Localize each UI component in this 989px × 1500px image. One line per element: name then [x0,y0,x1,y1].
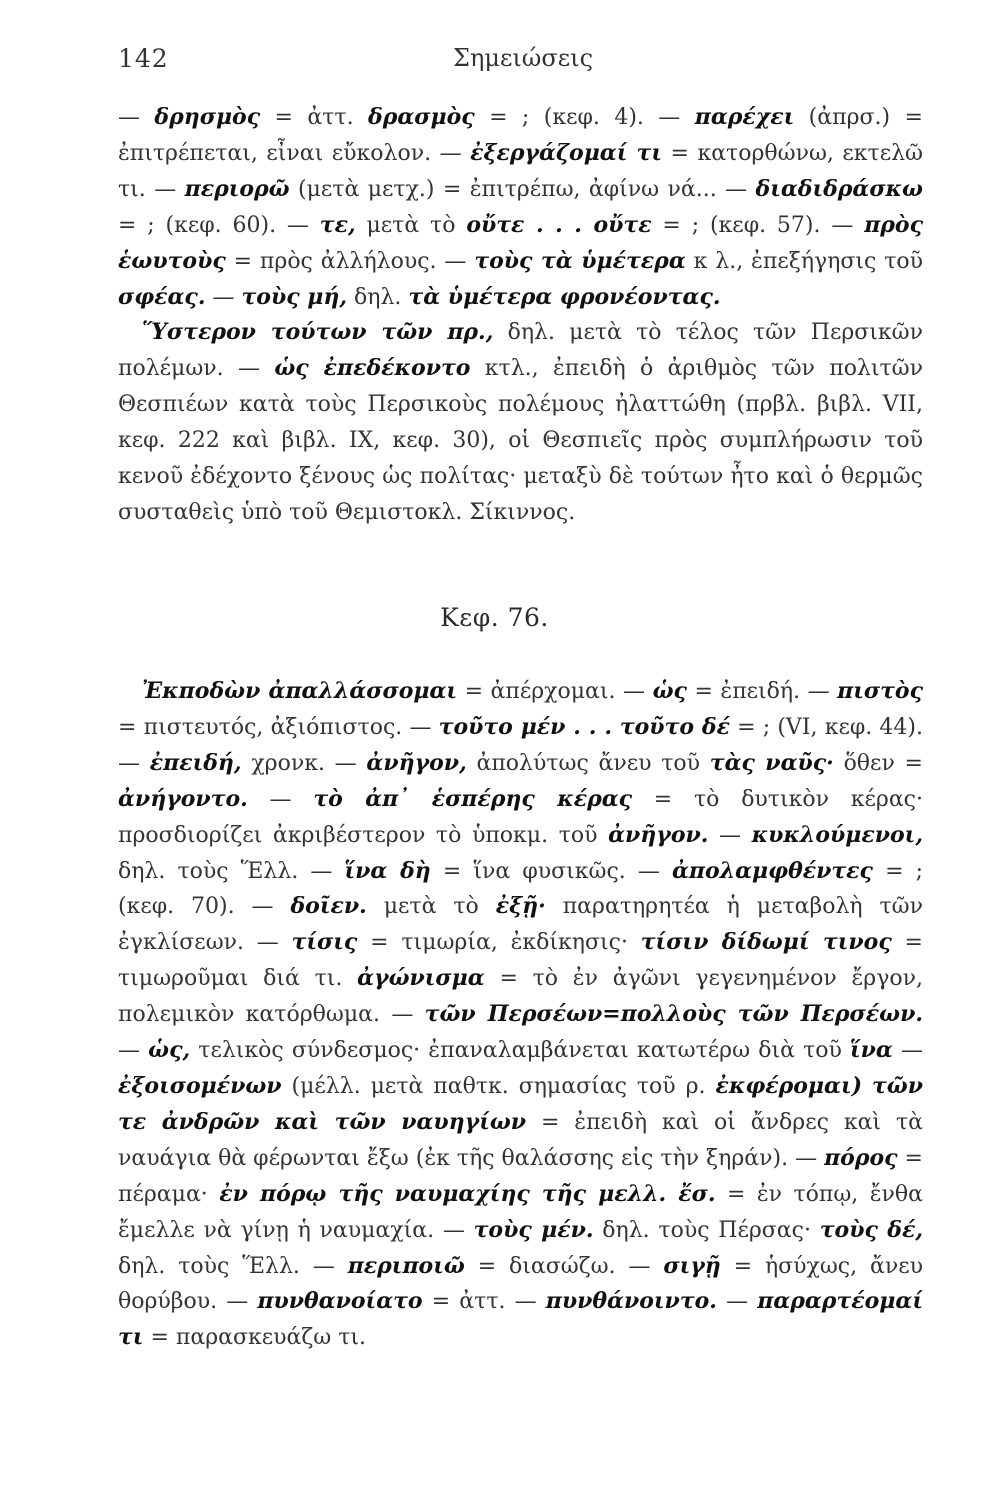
gloss-text: = τιμωρία, ἐκδίκησις· [357,930,641,956]
gloss-text: δηλ. [347,284,409,310]
gloss-text: ἀπολύτως ἄνευ τοῦ [466,750,710,776]
note-paragraph [118,315,923,530]
lemma-term: τε, [319,211,356,238]
gloss-text: = πρὸς ἀλλήλους. — [225,248,475,274]
lemma-term: τοὺς μέν. [473,1216,594,1243]
lemma-term: πυνθανοίατο [257,1288,423,1315]
lemma-term: τοὺς τὰ ὑμέτερα [474,247,686,274]
lemma-term: Ἐκποδὼν ἀπαλλάσσομαι [142,678,458,704]
gloss-text: (ἀπρσ.) = ἐπιτρέπεται, εἶναι εὔκολον. — [118,105,923,166]
lemma-term: σφέας. [118,283,206,310]
gloss-text: = ἀττ. — [422,1289,546,1315]
lemma-term: ἐπειδή, [149,749,242,776]
gloss-text: = ; (κεφ. 70). — [118,858,924,920]
lemma-term: πυνθάνοιντο. [545,1288,717,1315]
gloss-text: μετὰ τὸ [366,894,496,920]
gloss-text: = ἐπειδὴ καὶ οἱ ἄνδρες καὶ τὰ ναυάγια θὰ φέρωνται ἔξω (ἐκ τῆς θαλάσσης εἰς τὴν ξηράν). — [118,1109,923,1171]
gloss-text: (μέλλ. μετὰ παθτκ. σημασίας τοῦ ρ. [281,1073,716,1099]
lemma-term: Ὕστερον τούτων τῶν πρ., [142,319,494,346]
lemma-term: τὰς ναῦς· [709,749,834,776]
lemma-term: ἵνα δὴ [344,857,431,884]
lemma-term: ἀγώνισμα [357,965,485,992]
gloss-text: = ; (VI, κεφ. 44). — [118,714,923,776]
gloss-text: — [205,284,242,310]
gloss-text: — [716,1289,758,1315]
lemma-term: πρὸς ἑωυτοὺς [118,211,924,274]
gloss-text: = παρασκευάζω τι. [143,1325,367,1351]
notes-block-chapter-75 [118,100,923,531]
lemma-term: ἀνῆγον, [366,749,467,776]
gloss-text: δηλ. τοὺς Πέρσας· [593,1217,820,1243]
lemma-term: ἐξεργάζομαί τι [470,139,662,166]
gloss-text: — [892,1038,923,1064]
lemma-term: δοῖεν. [290,893,367,920]
lemma-term: τῶν Περσέων=πολλοὺς τῶν Περσέων. [424,1001,923,1028]
lemma-term: παραρτέομαί τι [118,1288,923,1351]
gloss-text: = διασώζω. — [464,1253,664,1279]
gloss-text: κ λ., ἐπεξήγησις τοῦ [685,248,923,274]
lemma-term: ἐξῇ· [495,893,546,920]
gloss-text: = ἐν τόπῳ, ἔνθα ἔμελλε νὰ γίνῃ ἡ ναυμαχία. — [118,1181,924,1243]
gloss-text: = ἵνα φυσικῶς. — [430,858,672,884]
lemma-term: τίσιν δίδωμί τινος [640,929,892,956]
gloss-text: = πέραμα· [118,1145,923,1207]
gloss-text: = τιμωροῦμαι διά τι. [118,930,923,992]
gloss-text: — [118,105,155,130]
lemma-term: ὡς [652,678,687,704]
running-title: Σημειώσεις [453,44,594,72]
gloss-text: δηλ. τοὺς Ἕλλ. — [118,858,345,884]
lemma-term: πιστὸς [837,678,923,704]
lemma-term: ὡς, [148,1037,191,1064]
lemma-term: τοὺς δέ, [819,1216,923,1243]
lemma-term: τίσις [291,929,358,956]
lemma-term: παρέχει [694,104,795,130]
lemma-term: τῶν τε ἀνδρῶν καὶ τῶν ναυηγίων [118,1072,923,1135]
chapter-heading: Κεφ. 76. [440,603,549,632]
lemma-term: τὰ ὑμέτερα φρονέοντας. [408,283,721,310]
gloss-text: = τὸ ἐν ἀγῶνι γεγενημένον ἔργον, πολεμικὸν κατόρθωμα. — [118,966,923,1028]
gloss-text: τελικὸς σύνδεσμος· ἐπαναλαμβάνεται κατωτέρω διὰ τοῦ [190,1038,850,1064]
notes-block-chapter-76 [118,674,923,1356]
gloss-text: = ; (κεφ. 4). — [474,105,695,130]
lemma-term: τοὺς μή, [241,283,348,310]
lemma-term: ἀπολαμφθέντες [672,857,873,884]
gloss-text: = κατορθώνω, εκτελῶ τι. — [118,140,923,202]
gloss-text: — [118,1038,149,1064]
lemma-term: δρησμὸς [154,104,261,130]
gloss-text: ὅθεν = [833,750,923,776]
lemma-term: ἐν πόρῳ τῆς ναυμαχίης τῆς μελλ. ἔσ. [219,1180,716,1207]
gloss-text: = ἐπειδή. — [686,679,838,704]
gloss-text: (μετὰ μετχ.) = ἐπιτρέπω, ἀφίνω νά... — [289,176,756,202]
lemma-term: διαδιδράσκω [755,175,923,202]
lemma-term: τὸ ἀπ᾽ ἑσπέρης κέρας [313,785,633,812]
gloss-text: κτλ., ἐπειδὴ ὁ ἀριθμὸς τῶν πολιτῶν Θεσπιέων κατὰ τοὺς Περσικοὺς πολέμους ἠλαττώθη (πρβλ. βιβλ. VII, κεφ. 222 καὶ βιβλ. IX, κεφ. 30), οἱ Θεσπιεῖς πρὸς συμπλήρωσιν τοῦ κενοῦ ἐδέχοντο ξένους ὡς πολίτας· μεταξὺ δὲ τούτων ἦτο καὶ ὁ θερμῶς συσταθεὶς ὑπὸ τοῦ Θεμιστοκλ. Σίκιννος. [118,356,923,525]
lemma-term: πόρος [824,1144,898,1171]
gloss-text: χρονκ. — [241,750,367,776]
note-paragraph [118,674,923,1356]
lemma-term: σιγῇ [663,1252,721,1279]
lemma-term: ἀνήγοντο. [118,785,248,812]
gloss-text: = ; (κεφ. 57). — [651,212,865,238]
gloss-text: = ἀπέρχομαι. — [457,679,653,704]
lemma-term: ἀνῆγον. [608,821,709,848]
running-head [118,40,923,76]
lemma-term: ἐκφέρομαι) [715,1072,863,1099]
lemma-term: ἵνα [850,1037,893,1064]
gloss-text: = ; (κεφ. 60). — [118,212,320,238]
gloss-text: — [708,822,752,848]
lemma-term: ὡς ἐπεδέκοντο [274,355,471,382]
gloss-text: = ἀττ. [260,105,369,130]
gloss-text: = ἡσύχως, ἄνευ θορύβου. — [118,1253,924,1315]
page-number: 142 [118,44,169,73]
lemma-term: περιορῶ [184,175,290,202]
gloss-text: δηλ. μετὰ τὸ τέλος τῶν Περσικῶν πολέμων. — [118,320,923,382]
lemma-term: δρασμὸς [368,104,475,130]
lemma-term: κυκλούμενοι, [751,821,923,848]
lemma-term: οὔτε . . . οὔτε [466,211,652,238]
gloss-text: δηλ. τοὺς Ἕλλ. — [118,1253,348,1279]
gloss-text: παρατηρητέα ἡ μεταβολὴ τῶν ἐγκλίσεων. — [118,894,923,956]
gloss-text: = πιστευτός, ἀξιόπιστος. — [118,714,439,740]
lemma-term: περιποιῶ [347,1252,465,1279]
gloss-text: μετὰ τὸ [355,212,467,238]
gloss-text [862,1074,872,1099]
lemma-term: ἐξοισομένων [118,1072,282,1099]
note-paragraph [118,100,923,315]
gloss-text: = τὸ δυτικὸν κέρας· προσδιορίζει ἀκριβέστερον τὸ ὑποκμ. τοῦ [118,786,923,848]
lemma-term: τοῦτο μέν . . . τοῦτο δέ [438,713,730,740]
gloss-text: — [247,786,314,812]
